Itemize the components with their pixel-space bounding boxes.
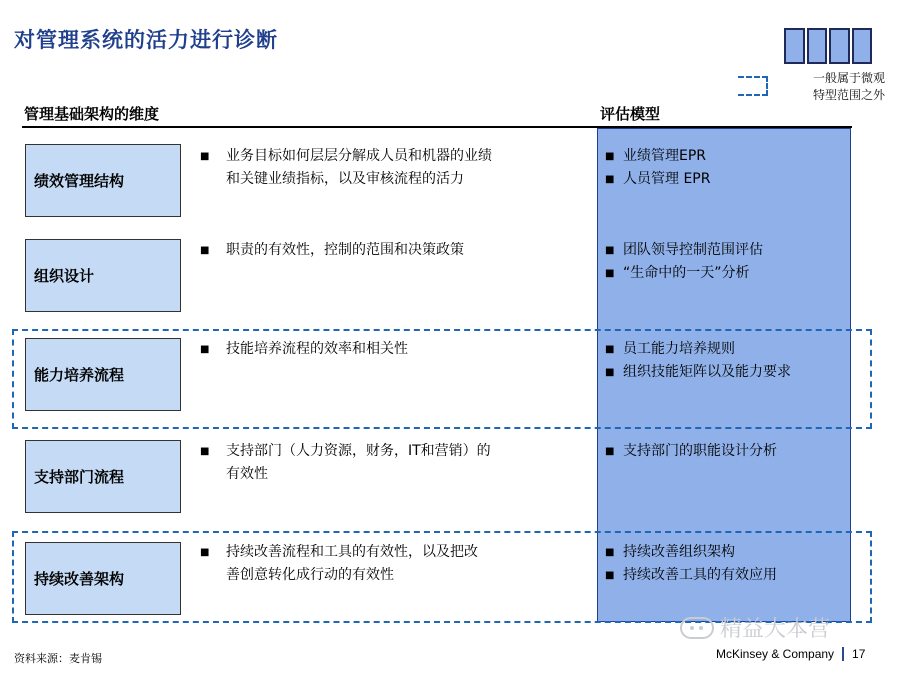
dimension-box: 绩效管理结构 — [25, 144, 181, 217]
row-description — [200, 239, 580, 262]
dimension-box: 能力培养流程 — [25, 338, 181, 411]
evaluation-item: 业绩管理EPR — [623, 148, 707, 164]
bullet-icon: ■ — [605, 344, 615, 355]
footer-separator — [842, 647, 844, 661]
source-note: 资料来源：麦肯锡 — [14, 652, 102, 665]
evaluation-list — [605, 145, 850, 191]
watermark-text: 精益大本营 — [720, 617, 831, 642]
bullet-icon: ■ — [605, 547, 615, 558]
legend-text — [775, 70, 885, 104]
description-line: 支持部门（人力资源，财务，IT和营销）的 — [226, 443, 491, 459]
description-line: 善创意转化成行动的有效性 — [226, 567, 394, 583]
description-line: 和关键业绩指标，以及审核流程的活力 — [226, 171, 464, 187]
description-line: 职责的有效性，控制的范围和决策政策 — [226, 242, 464, 258]
dimension-box: 持续改善架构 — [25, 542, 181, 615]
bullet-icon: ■ — [200, 446, 210, 457]
evaluation-list — [605, 541, 850, 587]
evaluation-item: 支持部门的职能设计分析 — [623, 443, 777, 459]
description-line: 技能培养流程的效率和相关性 — [226, 341, 408, 357]
description-line: 持续改善流程和工具的有效性，以及把改 — [226, 544, 478, 560]
bullet-icon: ■ — [605, 570, 615, 581]
bullet-icon: ■ — [200, 547, 210, 558]
legend-text-line1: 一般属于微观 — [812, 71, 885, 85]
evaluation-item: 持续改善工具的有效应用 — [623, 567, 777, 583]
bullet-icon: ■ — [605, 174, 615, 185]
bullet-icon: ■ — [605, 446, 615, 457]
bullet-icon: ■ — [200, 245, 210, 256]
evaluation-item: 团队领导控制范围评估 — [623, 242, 763, 258]
evaluation-list — [605, 239, 850, 285]
wechat-icon — [680, 617, 714, 639]
legend-dashed-swatch — [738, 76, 768, 96]
evaluation-header: 评估模型 — [600, 105, 661, 123]
evaluation-item: 组织技能矩阵以及能力要求 — [623, 364, 791, 380]
row-description — [200, 440, 580, 486]
evaluation-item: 人员管理 EPR — [623, 171, 711, 187]
watermark — [680, 612, 830, 643]
bullet-icon: ■ — [200, 151, 210, 162]
bullet-icon: ■ — [605, 268, 615, 279]
footer-brand — [716, 647, 865, 661]
bullet-icon: ■ — [605, 151, 615, 162]
row-description — [200, 541, 580, 587]
page-number: 17 — [852, 647, 866, 661]
dimension-box: 支持部门流程 — [25, 440, 181, 513]
company-logo — [784, 28, 872, 64]
bullet-icon: ■ — [605, 367, 615, 378]
company-name: McKinsey & Company — [716, 647, 835, 661]
evaluation-item: 持续改善组织架构 — [623, 544, 735, 560]
bullet-icon: ■ — [605, 245, 615, 256]
dimension-box: 组织设计 — [25, 239, 181, 312]
page-title: 对管理系统的活力进行诊断 — [14, 27, 278, 52]
legend-text-line2: 特型范围之外 — [812, 88, 885, 102]
row-description — [200, 145, 580, 191]
evaluation-list — [605, 440, 850, 463]
bullet-icon: ■ — [200, 344, 210, 355]
description-line: 有效性 — [226, 466, 268, 482]
row-description — [200, 338, 580, 361]
evaluation-item: “生命中的一天”分析 — [623, 265, 750, 281]
description-line: 业务目标如何层层分解成人员和机器的业绩 — [226, 148, 492, 164]
evaluation-list — [605, 338, 850, 384]
evaluation-item: 员工能力培养规则 — [623, 341, 735, 357]
dimension-header: 管理基础架构的维度 — [24, 105, 160, 123]
